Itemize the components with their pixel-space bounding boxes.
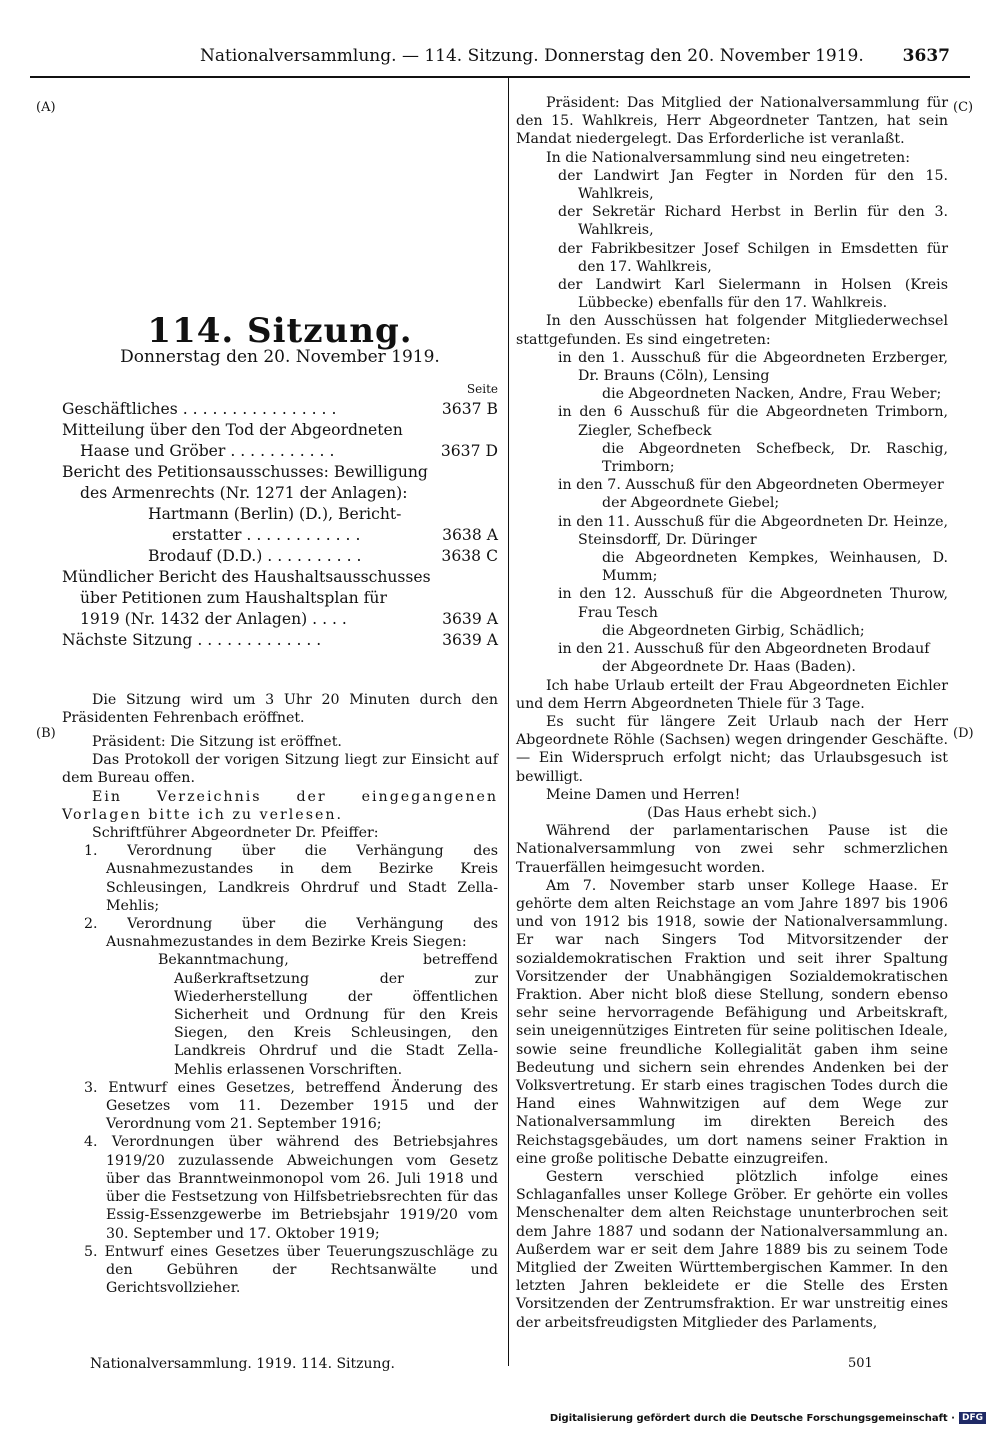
page-number: 3637: [902, 46, 950, 66]
list-item: 4. Verordnungen über während des Betriebsjahres 1919/20 zuzulassende Abweichungen vom Gesetz über das Branntweinmonopol vom 26. Juli 1918 und über die Festsetzung von Hilfsbetriebsrechten für das Essig-Essenzgewerbe im Betriebsjahr 1919/20 vom 30. September und 17. Oktober 1919;: [84, 1134, 498, 1242]
running-header: [200, 46, 948, 66]
toc-item: erstatter . . . . . . . . . . . . 3638 A: [172, 525, 498, 544]
bekanntmachung-text: Bekanntmachung, betreffend Außerkraftsetzung der zur Wiederherstellung der öffentlichen Sicherheit und Ordnung für den Kreis Siegen, den Kreis Schleusingen, den Landkreis Ohrdruf und die Stadt Zella-Mehlis erlassenen Vorschriften.: [158, 952, 498, 1078]
right-column: [516, 94, 948, 1332]
schriftfuehrer-line: Schriftführer Abgeordneter Dr. Pfeiffer:: [92, 825, 379, 842]
stage-direction: (Das Haus erhebt sich.): [647, 804, 817, 821]
toc-item: Brodauf (D.D.) . . . . . . . . . . 3638 C: [148, 546, 498, 565]
toc-item: Mündlicher Bericht des Haushaltsausschusses: [62, 567, 431, 586]
haase-obituary: Am 7. November starb unser Kollege Haase. Er gehörte dem alten Reichstage an vom Jahre 1897 bis 1906 und von 1912 bis 1918, sowie der Nationalversammlung. Er war nach Singers Tod Mitvorsitzender der sozialdemokratischen Fraktion und seit ihrer Spaltung Vorsitzender der Unabhängigen Sozialdemokratischen Fraktion. Aber nicht bloß diese Stellung, sondern ebenso sehr seine hervorragende Befähigung und Arbeitskraft, sein uneigennütziges Eintreten für seine politischen Ideale, sowie seine freundliche Kollegialität gaben ihm seine Bedeutung und sichern sein ehrendes Andenken bei der Volksvertretung. Er starb eines tragischen Todes durch die Hand eines Wahnwitzigen auf dem Wege zur Nationalversammlung im direkten Bereich des Reichstagsgebäudes, um dort namens seiner Fraktion in eine große politische Debatte einzugreifen.: [516, 877, 948, 1167]
new-member: der Sekretär Richard Herbst in Berlin für den 3. Wahlkreis,: [558, 204, 948, 239]
address-line: Meine Damen und Herren!: [546, 786, 741, 803]
committee-change: in den 12. Ausschuß für die Abgeordneten Thurow, Frau Tesch: [558, 586, 948, 621]
toc-item: 1919 (Nr. 1432 der Anlagen) . . . . 3639 A: [80, 609, 498, 628]
groeber-obituary: Gestern verschied plötzlich infolge eines Schlaganfalles unser Kollege Gröber. Er gehörte ein volles Menschenalter dem alten Reichstage ununterbrochen seit dem Jahre 1887 und sodann der Nationalversammlung an. Außerdem war er seit dem Jahre 1889 bis zu seinem Tode Mitglied der Zweiten Württembergischen Kammer. In den letzten Jahren bekleidete er die Stelle des Ersten Vorsitzenden der Zentrumsfraktion. Er war unstreitig eines der arbeitsfreudigsten Mitglieder des Parlaments,: [516, 1168, 948, 1331]
list-item: 5. Entwurf eines Gesetzes über Teuerungszuschläge zu den Gebühren der Rechtsanwälte und Gerichtsvollzieher.: [84, 1243, 498, 1297]
footer-left: Nationalversammlung. 1919. 114. Sitzung.: [90, 1356, 395, 1372]
committee-change: in den 6 Ausschuß für die Abgeordneten Trimborn, Ziegler, Schefbeck: [558, 404, 948, 439]
committee-change: die Abgeordneten Nacken, Andre, Frau Weber;: [602, 386, 942, 403]
toc-item: Haase und Gröber . . . . . . . . . . . 3637 D: [80, 441, 498, 460]
president-announcement: Präsident: Das Mitglied der Nationalversammlung für den 15. Wahlkreis, Herr Abgeordneter Tantzen, hat sein Mandat niedergelegt. Das Erforderliche ist veranlaßt.: [516, 95, 948, 148]
footer-signature: 501: [848, 1356, 873, 1371]
urlaub-request-paragraph: Es sucht für längere Zeit Urlaub nach der Herr Abgeordnete Röhle (Sachsen) wegen dringender Geschäfte. — Ein Widerspruch erfolgt nicht; das Urlaubsgesuch ist bewilligt.: [516, 713, 948, 785]
seite-label: Seite: [466, 382, 498, 397]
margin-marker-b: (B): [36, 726, 56, 741]
toc-item: Geschäftliches . . . . . . . . . . . . . . . . 3637 B: [62, 399, 498, 418]
digitization-credit: [550, 1412, 986, 1424]
list-item: 3. Entwurf eines Gesetzes, betreffend Änderung des Gesetzes vom 11. Dezember 1915 und der Verordnung vom 21. September 1916;: [84, 1079, 498, 1133]
trauer-paragraph: Während der parlamentarischen Pause ist die Nationalversammlung von zwei sehr schmerzlichen Trauerfällen heimgesucht worden.: [516, 823, 948, 876]
running-title: Nationalversammlung. — 114. Sitzung. Donnerstag den 20. November 1919.: [200, 46, 864, 66]
urlaub-paragraph: Ich habe Urlaub erteilt der Frau Abgeordneten Eichler und dem Herrn Abgeordneten Thiele für 3 Tage.: [516, 677, 948, 712]
protokoll-paragraph: Das Protokoll der vorigen Sitzung liegt zur Einsicht auf dem Bureau offen.: [62, 752, 498, 787]
toc-item: Mitteilung über den Tod der Abgeordneten: [62, 420, 403, 439]
toc-item: Bericht des Petitionsausschusses: Bewilligung: [62, 462, 428, 481]
toc-item: Nächste Sitzung . . . . . . . . . . . . . 3639 A: [62, 630, 498, 649]
column-divider: [508, 78, 509, 1366]
eingetreten-heading: In die Nationalversammlung sind neu eingetreten:: [546, 149, 910, 166]
committee-change: in den 1. Ausschuß für die Abgeordneten Erzberger, Dr. Brauns (Cöln), Lensing: [558, 349, 948, 385]
dfg-logo-icon: DFG: [959, 1412, 986, 1424]
committee-change: die Abgeordneten Kempkes, Weinhausen, D. Mumm;: [602, 550, 948, 585]
committee-change: der Abgeordnete Giebel;: [602, 495, 780, 512]
toc-item: des Armenrechts (Nr. 1271 der Anlagen):: [80, 483, 408, 502]
margin-marker-c: (C): [953, 100, 974, 115]
committee-change: in den 7. Ausschuß für den Abgeordneten Obermeyer: [558, 477, 944, 494]
document-list: [62, 842, 498, 1297]
session-title: 114. Sitzung.: [147, 311, 413, 351]
committee-change: die Abgeordneten Schefbeck, Dr. Raschig, Trimborn;: [602, 440, 948, 476]
margin-marker-a: (A): [36, 100, 56, 115]
left-column: [62, 90, 498, 1297]
toc-item: Hartmann (Berlin) (D.), Bericht-: [148, 504, 402, 523]
toc-item: über Petitionen zum Haushaltsplan für: [80, 588, 387, 607]
ausschuesse-paragraph: In den Ausschüssen hat folgender Mitgliederwechsel stattgefunden. Es sind eingetreten:: [516, 313, 948, 348]
president-opening: Präsident: Die Sitzung ist eröffnet.: [92, 734, 342, 751]
committee-change: der Abgeordnete Dr. Haas (Baden).: [602, 659, 856, 676]
opening-paragraph: Die Sitzung wird um 3 Uhr 20 Minuten durch den Präsidenten Fehrenbach eröffnet.: [62, 691, 498, 726]
header-rule: [30, 76, 970, 78]
list-item: 1. Verordnung über die Verhängung des Ausnahmezustandes in dem Bezirke Kreis Schleusingen, Landkreis Ohrdruf und Stadt Zella-Mehlis;: [84, 843, 498, 914]
credit-text: Digitalisierung gefördert durch die Deutsche Forschungsgemeinschaft ·: [549, 1412, 955, 1424]
table-of-contents: [62, 399, 498, 651]
list-item: 2. Verordnung über die Verhängung des Ausnahmezustandes in dem Bezirke Kreis Siegen:: [84, 916, 498, 951]
new-member: der Landwirt Karl Sielermann in Holsen (Kreis Lübbecke) ebenfalls für den 17. Wahlkreis.: [558, 277, 948, 312]
new-member: der Landwirt Jan Fegter in Norden für den 15. Wahlkreis,: [558, 167, 948, 203]
committee-change: die Abgeordneten Girbig, Schädlich;: [602, 622, 865, 639]
session-date: Donnerstag den 20. November 1919.: [120, 347, 440, 368]
verzeichnis-paragraph: Ein Verzeichnis der eingegangenen Vorlagen bitte ich zu verlesen.: [62, 788, 498, 823]
committee-change: in den 21. Ausschuß für den Abgeordneten Brodauf: [558, 641, 930, 658]
committee-change: in den 11. Ausschuß für die Abgeordneten Dr. Heinze, Steinsdorff, Dr. Düringer: [558, 513, 948, 548]
new-member: der Fabrikbesitzer Josef Schilgen in Emsdetten für den 17. Wahlkreis,: [558, 240, 948, 275]
margin-marker-d: (D): [953, 726, 974, 741]
